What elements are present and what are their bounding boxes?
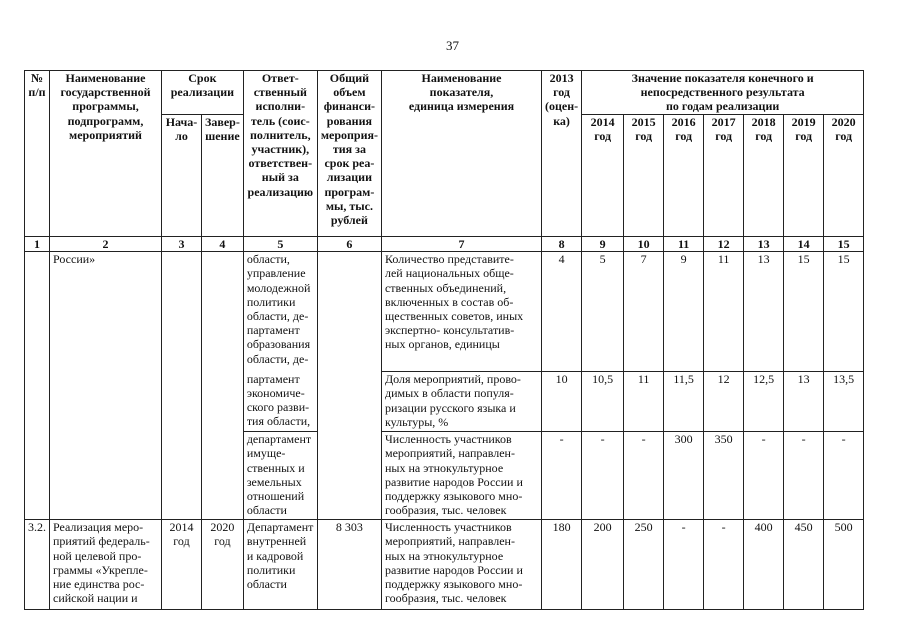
value-cell: - — [664, 520, 704, 610]
value-cell: 11 — [704, 252, 744, 372]
value-cell: 7 — [624, 252, 664, 372]
value-cell: 15 — [784, 252, 824, 372]
value-cell: 500 — [824, 520, 864, 610]
table-row — [25, 520, 864, 610]
header-year: 2015 год — [624, 115, 664, 237]
header-values-title: Значение показателя конечного и непосредственного результата по годам реализации — [582, 71, 864, 115]
header-term: Срок реализации — [162, 71, 244, 115]
value-cell: 450 — [784, 520, 824, 610]
value-cell: 350 — [704, 432, 744, 520]
header-year: 2018 год — [744, 115, 784, 237]
value-2013-cell: 4 — [541, 252, 581, 372]
col-number: 6 — [317, 237, 381, 252]
col-number: 13 — [744, 237, 784, 252]
header-2013: 2013 год (оцен- ка) — [541, 71, 581, 237]
header-no: № п/п — [25, 71, 50, 237]
header-year: 2017 год — [704, 115, 744, 237]
header-year: 2020 год — [824, 115, 864, 237]
responsible-cell: области, управление молодежной политики области, де- партамент образования области, де- — [243, 252, 317, 372]
value-cell: - — [582, 432, 624, 520]
page-number: 37 — [446, 38, 459, 53]
col-number: 12 — [704, 237, 744, 252]
start-cell: 2014 год — [162, 520, 202, 610]
header-year: 2019 год — [784, 115, 824, 237]
value-cell: 5 — [582, 252, 624, 372]
value-cell: - — [624, 432, 664, 520]
value-cell: - — [744, 432, 784, 520]
header-volume: Общий объем финанси- рования мероприя- тия за срок реа- лизации програм- мы, тыс. рублей — [317, 71, 381, 237]
header-name: Наименование государственной программы, подпрограмм, мероприятий — [50, 71, 162, 237]
column-numbers-row — [25, 237, 864, 252]
table-row — [25, 252, 864, 372]
program-name-cell: России» — [50, 252, 162, 520]
col-number: 10 — [624, 237, 664, 252]
responsible-cell: Департамент внутренней и кадровой политики области — [243, 520, 317, 610]
value-cell: - — [824, 432, 864, 520]
col-number: 11 — [664, 237, 704, 252]
header-row — [25, 71, 864, 115]
value-cell: 200 — [582, 520, 624, 610]
end-cell — [202, 252, 244, 520]
header-end: Завер- шение — [202, 115, 244, 237]
col-number: 15 — [824, 237, 864, 252]
header-start: Нача- ло — [162, 115, 202, 237]
indicator-cell: Численность участников мероприятий, направлен- ных на этнокультурное развитие народов России и поддержку языкового мно- гообразия, тыс. человек — [381, 432, 541, 520]
header-year: 2016 год — [664, 115, 704, 237]
value-cell: 12,5 — [744, 372, 784, 432]
value-cell: 400 — [744, 520, 784, 610]
start-cell — [162, 252, 202, 520]
value-cell: 11 — [624, 372, 664, 432]
value-cell: 12 — [704, 372, 744, 432]
header-responsible: Ответ- ственный исполни- тель (соис- полнитель, участник), ответствен- ный за реализацию — [243, 71, 317, 237]
indicator-cell: Доля мероприятий, прово- димых в области популя- ризации русского языка и культуры, % — [381, 372, 541, 432]
indicator-cell: Численность участников мероприятий, направлен- ных на этнокультурное развитие народов России и поддержку языкового мно- гообразия, тыс. человек — [381, 520, 541, 610]
value-2013-cell: 10 — [541, 372, 581, 432]
row-number-cell: 3.2. — [25, 520, 50, 610]
value-cell: 11,5 — [664, 372, 704, 432]
responsible-cell: департамент имуще- ственных и земельных отношений области — [243, 432, 317, 520]
volume-cell: 8 303 — [317, 520, 381, 610]
value-cell: 13 — [784, 372, 824, 432]
col-number: 1 — [25, 237, 50, 252]
results-table — [24, 70, 864, 610]
col-number: 3 — [162, 237, 202, 252]
value-cell: 15 — [824, 252, 864, 372]
col-number: 5 — [243, 237, 317, 252]
value-cell: 9 — [664, 252, 704, 372]
row-number-cell — [25, 252, 50, 520]
end-cell: 2020 год — [202, 520, 244, 610]
value-cell: 13,5 — [824, 372, 864, 432]
responsible-cell: партамент экономиче- ского разви- тия области, — [243, 372, 317, 432]
value-cell: 10,5 — [582, 372, 624, 432]
header-indicator: Наименование показателя, единица измерения — [381, 71, 541, 237]
value-2013-cell: - — [541, 432, 581, 520]
header-year: 2014 год — [582, 115, 624, 237]
value-cell: 300 — [664, 432, 704, 520]
value-cell: - — [784, 432, 824, 520]
value-cell: 250 — [624, 520, 664, 610]
indicator-cell: Количество представите- лей национальных обще- ственных объединений, включенных в состав об- щественных советов, иных экспертно- консультатив- ных органов, единицы — [381, 252, 541, 372]
col-number: 4 — [202, 237, 244, 252]
col-number: 7 — [381, 237, 541, 252]
value-cell: - — [704, 520, 744, 610]
volume-cell — [317, 252, 381, 520]
program-name-cell: Реализация меро- приятий федераль- ной целевой про- граммы «Укрепле- ние единства рос- сийской нации и — [50, 520, 162, 610]
col-number: 14 — [784, 237, 824, 252]
col-number: 2 — [50, 237, 162, 252]
col-number: 9 — [582, 237, 624, 252]
value-cell: 13 — [744, 252, 784, 372]
value-2013-cell: 180 — [541, 520, 581, 610]
col-number: 8 — [541, 237, 581, 252]
